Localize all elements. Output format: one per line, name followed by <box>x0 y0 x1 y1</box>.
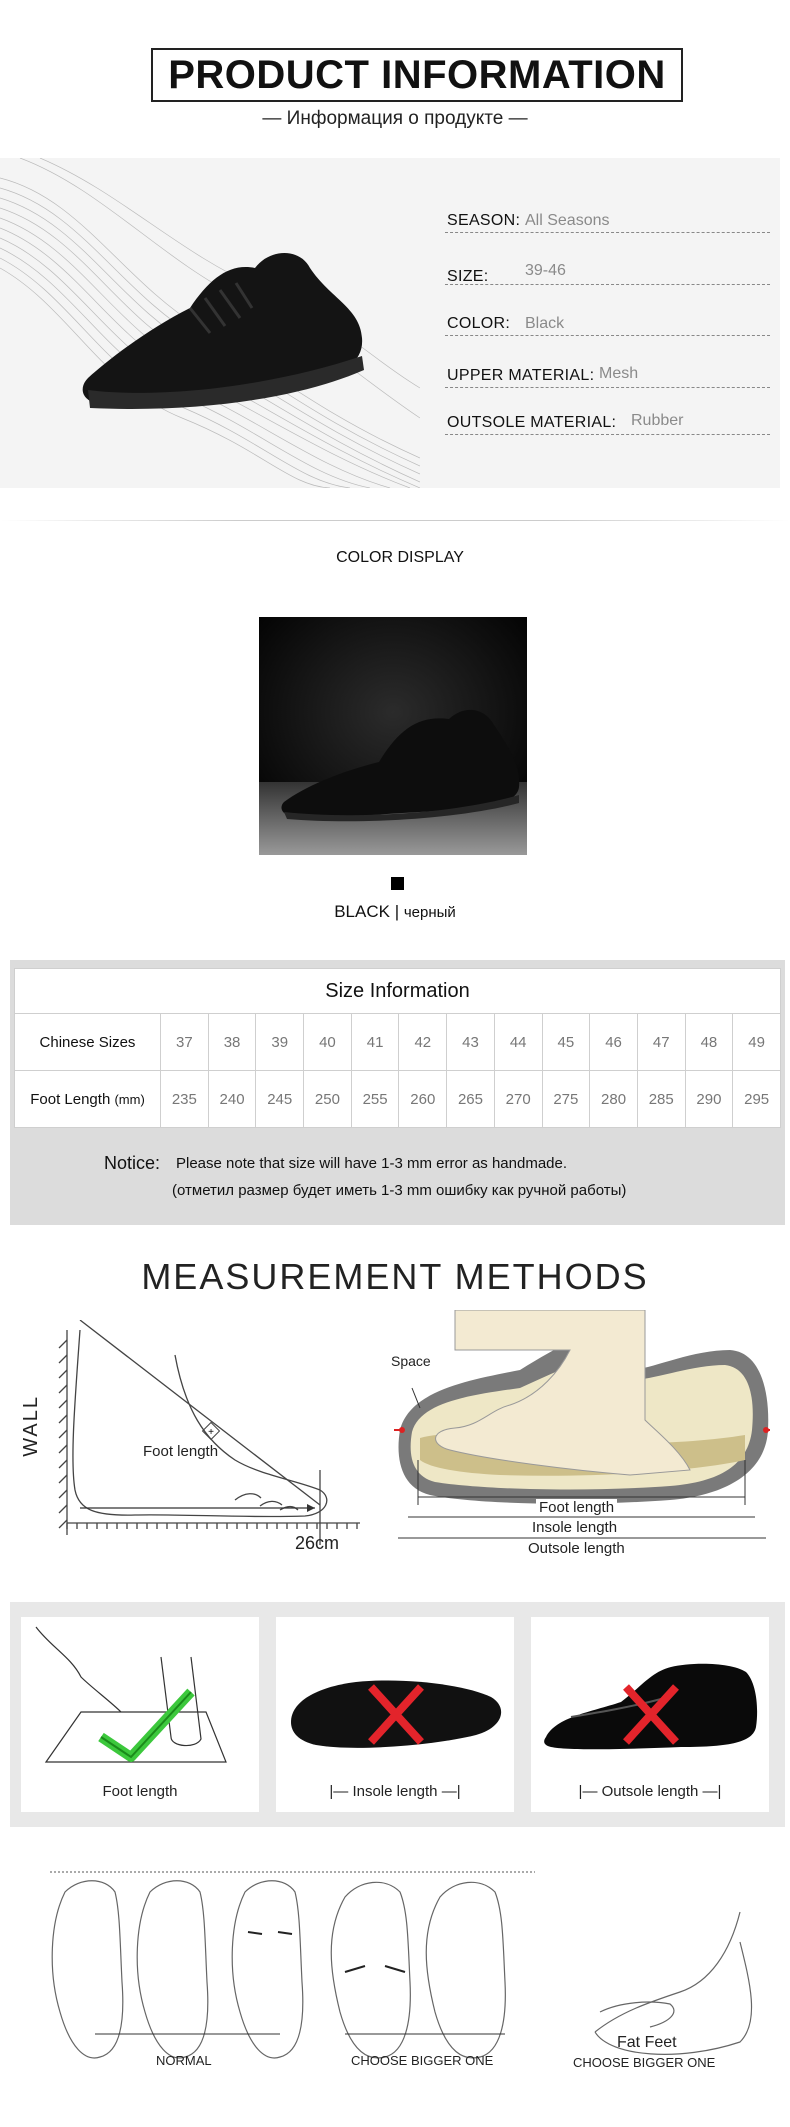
size-table <box>14 968 781 1128</box>
length-cell: 265 <box>447 1071 495 1128</box>
size-cell: 40 <box>304 1014 352 1071</box>
spec-value: Mesh <box>599 365 639 382</box>
separator: | <box>394 902 404 921</box>
product-photo <box>259 617 527 855</box>
color-name-en: BLACK <box>334 902 390 921</box>
size-cell: 46 <box>590 1014 638 1071</box>
color-display-heading: COLOR DISPLAY <box>336 549 464 566</box>
spec-value: Black <box>525 315 565 332</box>
size-cell: 47 <box>637 1014 685 1071</box>
row-label-length <box>15 1071 161 1128</box>
spec-row-size <box>445 258 770 285</box>
length-cell: 240 <box>208 1071 256 1128</box>
length-cell: 245 <box>256 1071 304 1128</box>
bigger-one-label-2: CHOOSE BIGGER ONE <box>573 2055 716 2070</box>
card-foot-length <box>21 1617 259 1812</box>
size-cell: 38 <box>208 1014 256 1071</box>
foot-length-diagram-label: Foot length <box>143 1443 219 1460</box>
spec-label: COLOR: <box>447 315 511 332</box>
color-swatch-black[interactable] <box>391 877 404 890</box>
card-outsole-length <box>531 1617 769 1812</box>
page-title: PRODUCT INFORMATION <box>151 48 683 102</box>
spec-row-season <box>445 206 770 233</box>
length-cell: 270 <box>494 1071 542 1128</box>
product-info-panel <box>0 158 780 488</box>
table-row <box>15 1014 781 1071</box>
unit-label: (mm) <box>114 1091 145 1107</box>
normal-label: NORMAL <box>156 2053 212 2068</box>
notice-text-en: Please note that size will have 1-3 mm error as handmade. <box>176 1155 568 1172</box>
spec-value: All Seasons <box>525 212 610 229</box>
notice-label: Notice: <box>104 1153 161 1173</box>
spec-row-outsole <box>445 408 770 435</box>
spec-label: SIZE: <box>447 268 489 285</box>
color-name <box>0 902 790 922</box>
space-label: Space <box>391 1353 431 1369</box>
length-cell: 235 <box>161 1071 209 1128</box>
card-label: Foot length <box>102 1783 178 1800</box>
spec-row-upper <box>445 361 770 388</box>
shoe-insole-length-label: Insole length <box>529 1519 620 1536</box>
notice-text-ru: (отметил размер будет иметь 1-3 mm ошибку как ручной работы) <box>172 1182 627 1199</box>
card-label-text: Insole length <box>352 1783 438 1800</box>
length-cell: 275 <box>542 1071 590 1128</box>
length-cell: 290 <box>685 1071 733 1128</box>
table-row <box>15 1071 781 1128</box>
size-cell: 43 <box>447 1014 495 1071</box>
spec-row-color <box>445 309 770 336</box>
foot-tracing-illustration <box>21 1617 259 1767</box>
dress-shoe-illustration <box>531 1617 769 1767</box>
size-cell: 39 <box>256 1014 304 1071</box>
foot-cm-label: 26cm <box>295 1533 340 1553</box>
page-subtitle <box>0 108 790 130</box>
length-cell: 250 <box>304 1071 352 1128</box>
spec-value: 39-46 <box>525 262 566 279</box>
bigger-one-label-1: CHOOSE BIGGER ONE <box>351 2053 494 2068</box>
length-cell: 280 <box>590 1071 638 1128</box>
dash-left: — <box>262 108 287 129</box>
size-cell: 41 <box>351 1014 399 1071</box>
subtitle-text: Информация о продукте <box>286 108 504 129</box>
measurement-title: MEASUREMENT METHODS <box>141 1256 649 1297</box>
row-label-sizes: Chinese Sizes <box>15 1014 161 1071</box>
foot-length-label: Foot Length <box>30 1090 111 1108</box>
spec-label: OUTSOLE MATERIAL: <box>447 414 617 431</box>
spec-label: SEASON: <box>447 212 521 229</box>
size-cell: 48 <box>685 1014 733 1071</box>
section-divider <box>0 520 790 521</box>
wall-label: WALL <box>20 1395 42 1457</box>
length-cell: 260 <box>399 1071 447 1128</box>
shoe-foot-length-label: Foot length <box>536 1499 617 1516</box>
card-label-text: Outsole length <box>601 1783 699 1800</box>
size-cell: 42 <box>399 1014 447 1071</box>
size-cell: 49 <box>733 1014 781 1071</box>
length-cell: 295 <box>733 1071 781 1128</box>
size-cell: 45 <box>542 1014 590 1071</box>
size-cell: 37 <box>161 1014 209 1071</box>
insole-illustration <box>276 1617 514 1767</box>
size-table-title: Size Information <box>15 969 781 1014</box>
shoe-hero-illustration <box>0 158 420 488</box>
fat-feet-label: Fat Feet <box>617 2034 677 2051</box>
length-cell: 285 <box>637 1071 685 1128</box>
spec-value: Rubber <box>631 412 684 429</box>
dash-right: — <box>503 108 528 129</box>
size-cell: 44 <box>494 1014 542 1071</box>
shoe-outsole-length-label: Outsole length <box>525 1540 628 1557</box>
svg-text:+: + <box>208 1427 214 1438</box>
card-label: |— Outsole length —| <box>578 1783 722 1800</box>
color-name-ru: черный <box>403 904 456 921</box>
length-cell: 255 <box>351 1071 399 1128</box>
card-label: |— Insole length —| <box>329 1783 461 1800</box>
spec-label: UPPER MATERIAL: <box>447 367 595 384</box>
card-insole-length <box>276 1617 514 1812</box>
shoe-photo-illustration <box>259 617 527 855</box>
